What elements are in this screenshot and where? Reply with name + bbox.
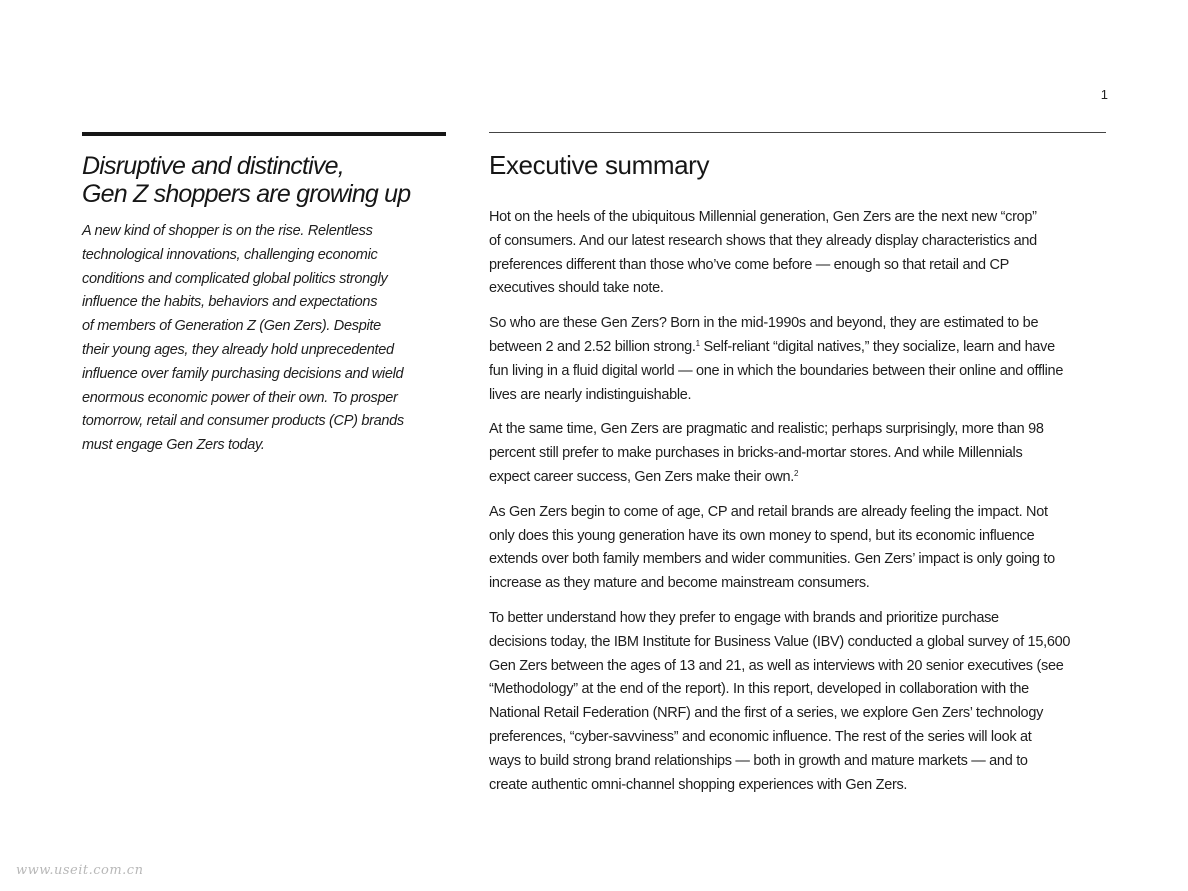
text-line: So who are these Gen Zers? Born in the mid-1990s and beyond, they are estimated to be bbox=[489, 315, 1039, 332]
text-line: fun living in a fluid digital world — one in which the boundaries between their online and offline bbox=[489, 362, 1064, 379]
watermark: www.useit.com.cn bbox=[16, 863, 144, 878]
text-line: of consumers. And our latest research shows that they already display characteristics and bbox=[489, 232, 1037, 249]
text-line: only does this young generation have its own money to spend, but its economic influence bbox=[489, 527, 1035, 544]
intro-line: must engage Gen Zers today. bbox=[82, 437, 265, 454]
text-fragment: expect career success, Gen Zers make their own. bbox=[489, 468, 795, 485]
summary-body bbox=[489, 206, 1106, 797]
intro-paragraph bbox=[82, 220, 446, 458]
text-fragment: between 2 and 2.52 billion strong. bbox=[489, 338, 696, 355]
sidebar-intro bbox=[82, 132, 446, 458]
text-line: Gen Zers between the ages of 13 and 21, as well as interviews with 20 senior executives (see bbox=[489, 657, 1064, 674]
text-line: decisions today, the IBM Institute for Business Value (IBV) conducted a global survey of 15,600 bbox=[489, 633, 1071, 650]
text-line: lives are nearly indistinguishable. bbox=[489, 386, 692, 403]
intro-line: conditions and complicated global politics strongly bbox=[82, 270, 388, 287]
text-line bbox=[489, 466, 1106, 490]
text-line: executives should take note. bbox=[489, 280, 664, 297]
text-line: National Retail Federation (NRF) and the first of a series, we explore Gen Zers’ technology bbox=[489, 705, 1044, 722]
intro-line: of members of Generation Z (Gen Zers). Despite bbox=[82, 318, 381, 335]
text-line: ways to build strong brand relationships — both in growth and mature markets — and to bbox=[489, 752, 1028, 769]
paragraph-2 bbox=[489, 312, 1106, 407]
page-number: 1 bbox=[1100, 87, 1108, 102]
text-line: increase as they mature and become mainstream consumers. bbox=[489, 575, 870, 592]
text-line: At the same time, Gen Zers are pragmatic and realistic; perhaps surprisingly, more than 98 bbox=[489, 421, 1044, 438]
text-fragment: Self-reliant “digital natives,” they socialize, learn and have bbox=[699, 338, 1055, 355]
text-line: extends over both family members and wider communities. Gen Zers’ impact is only going to bbox=[489, 551, 1055, 568]
text-line bbox=[489, 336, 1106, 360]
intro-title-line: Disruptive and distinctive, bbox=[82, 152, 344, 180]
executive-summary bbox=[489, 132, 1106, 808]
paragraph-1 bbox=[489, 206, 1106, 301]
paragraph-4 bbox=[489, 501, 1106, 596]
text-line: percent still prefer to make purchases in bricks-and-mortar stores. And while Millennials bbox=[489, 445, 1023, 462]
text-line: Hot on the heels of the ubiquitous Millennial generation, Gen Zers are the next new “crop” bbox=[489, 209, 1037, 225]
text-line: As Gen Zers begin to come of age, CP and retail brands are already feeling the impact. Not bbox=[489, 503, 1048, 520]
paragraph-5 bbox=[489, 607, 1106, 797]
text-line: preferences, “cyber-savviness” and economic influence. The rest of the series will look at bbox=[489, 728, 1032, 745]
section-title: Executive summary bbox=[489, 150, 710, 180]
intro-line: influence the habits, behaviors and expectations bbox=[82, 294, 378, 311]
text-line: “Methodology” at the end of the report). In this report, developed in collaboration with the bbox=[489, 681, 1029, 698]
text-line: create authentic omni-channel shopping experiences with Gen Zers. bbox=[489, 776, 908, 793]
thick-divider bbox=[82, 132, 446, 136]
text-line: To better understand how they prefer to engage with brands and prioritize purchase bbox=[489, 609, 999, 626]
intro-title-line: Gen Z shoppers are growing up bbox=[82, 180, 411, 208]
footnote-ref-1[interactable]: 1 bbox=[695, 338, 700, 348]
intro-line: A new kind of shopper is on the rise. Relentless bbox=[82, 223, 373, 239]
intro-line: technological innovations, challenging economic bbox=[82, 246, 378, 263]
intro-line: influence over family purchasing decisions and wield bbox=[82, 365, 404, 382]
intro-title bbox=[82, 152, 446, 208]
thin-divider bbox=[489, 132, 1106, 133]
paragraph-3 bbox=[489, 418, 1106, 489]
intro-line: enormous economic power of their own. To prosper bbox=[82, 389, 398, 406]
intro-line: tomorrow, retail and consumer products (CP) brands bbox=[82, 413, 404, 430]
footnote-ref-2[interactable]: 2 bbox=[794, 468, 799, 478]
text-line: preferences different than those who’ve come before — enough so that retail and CP bbox=[489, 256, 1010, 273]
intro-line: their young ages, they already hold unprecedented bbox=[82, 341, 394, 358]
